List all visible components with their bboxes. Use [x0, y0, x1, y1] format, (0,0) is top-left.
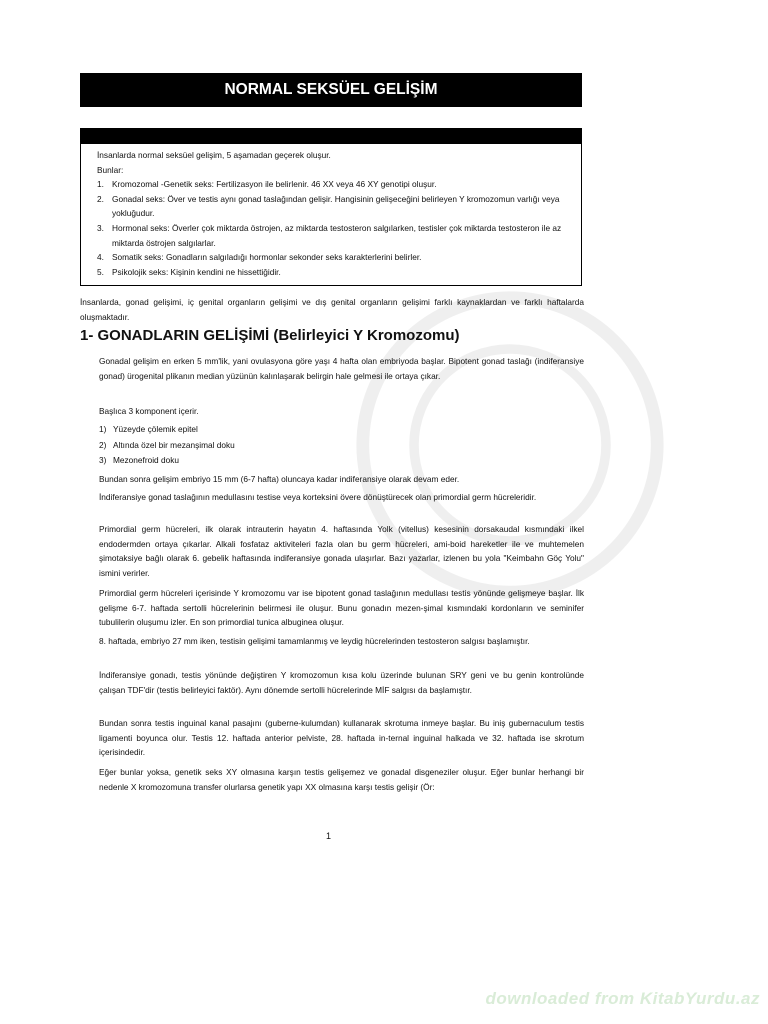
list-item-text: Psikolojik seks: Kişinin kendini ne hissettiğidir. — [112, 266, 281, 277]
list-item — [97, 221, 567, 250]
list-item-text: Mezonefroid doku — [113, 455, 179, 465]
list-item-number: 1. — [97, 179, 104, 190]
list-item-number: 3. — [97, 222, 104, 233]
list-item-number: 1) — [99, 424, 107, 434]
list-item — [97, 265, 567, 280]
components-list — [99, 422, 584, 469]
download-watermark: downloaded from KitabYurdu.az — [485, 989, 760, 1008]
summary-box-header — [81, 129, 581, 144]
paragraph-3: Bundan sonra gelişim embriyo 15 mm (6-7 hafta) oluncaya kadar indiferansiye olarak devam eder. — [99, 474, 460, 484]
list-item-number: 2) — [99, 439, 107, 450]
page-number: 1 — [326, 831, 332, 841]
summary-bunlar: Bunlar: — [97, 164, 124, 175]
list-item-number: 5. — [97, 266, 104, 277]
list-item — [97, 177, 567, 192]
stages-list — [97, 177, 567, 279]
summary-box-body — [81, 144, 581, 279]
list-item-text: Gonadal seks: Över ve testis aynı gonad taslağından gelişir. Hangisinin gelişeceğini belirleyen Y kromozomun varlığı veya yokluğudur. — [112, 193, 560, 219]
paragraph-5: Primordial germ hücreleri, ilk olarak intrauterin hayatın 4. haftasında Yolk (vitellus) kesesinin dorsakaudal kısmındaki ilkel endodermden ortaya çıkarlar. Alkali fosfataz aktiviteleri fazla olan bu germ hücreleri, ami-boid hareketler ile ve muhtemelen şimotaksiye bağlı olarak 6. gebelik haftasında indiferansiye gonada ulaşırlar. Bazı yazarlar, izlenen bu yola "Keimbahn Göç Yolu" ismini verirler. — [99, 524, 584, 578]
list-item — [99, 422, 584, 438]
paragraph-10: Eğer bunlar yoksa, genetik seks XY olmasına karşın testis gelişemez ve gonadal disgeneziler oluşur. Eğer bunlar herhangi bir nedenle X kromozomuna transfer olurlarsa genetik yapı XX olmasına karşı testis gelişir (Ör: — [99, 767, 584, 792]
summary-intro: İnsanlarda normal seksüel gelişim, 5 aşamadan geçerek oluşur. — [97, 150, 331, 160]
paragraph-6: Primordial germ hücreleri içerisinde Y kromozomu var ise bipotent gonad taslağının medullası testis yönünde gelişmeye başlar. İlk gelişme 6-7. haftada sertolli hücrelerinin belirmesi ile oluşur. Bunu gonadın mezen-şimal kısmındaki kordonların ve seminifer tubulilerin oluşumu izler. En son primordial tunica albuginea oluşur. — [99, 588, 584, 628]
intro-paragraph: İnsanlarda, gonad gelişimi, iç genital organların gelişimi ve dış genital organların gelişimi farklı kaynaklardan ve farklı haftalarda oluşmaktadır. — [80, 297, 584, 322]
list-item-text: Yüzeyde çölemik epitel — [113, 424, 198, 434]
paragraph-8: İndiferansiye gonadı, testis yönünde değiştiren Y kromozomun kısa kolu üzerinde bulunan SRY geni ve bu genin kontrolünde çalışan TDF'dir (testis belirleyici faktör). Aynı dönemde sertolli hücrelerinde MİF salgısı da başlamıştır. — [99, 670, 584, 695]
paragraph-2: Başlıca 3 komponent içerir. — [99, 406, 199, 416]
list-item — [99, 438, 584, 454]
list-item — [97, 250, 567, 265]
paragraph-9: Bundan sonra testis inguinal kanal pasajını (guberne-kulumdan) kullanarak skrotuma inmeye başlar. Bu iniş gubernaculum testis ligamenti boyunca olur. Testis 12. haftada anterior pelviste, 28. haftada in-ternal inguinal halkada ve 32. haftada ise skrotum içerisindedir. — [99, 718, 584, 758]
list-item-text: Kromozomal -Genetik seks: Fertilizasyon ile belirlenir. 46 XX veya 46 XY genotipi oluşur. — [112, 179, 437, 190]
list-item-number: 2. — [97, 193, 104, 204]
list-item-text: Somatik seks: Gonadların salgıladığı hormonlar sekonder seks karakterlerini belirler. — [112, 252, 422, 263]
section-heading: 1- GONADLARIN GELİŞİMİ (Belirleyici Y Kromozomu) — [80, 327, 460, 344]
paragraph-7: 8. haftada, embriyo 27 mm iken, testisin gelişimi tamamlanmış ve leydig hücrelerinden testosteron salgısı başlamıştır. — [99, 636, 530, 646]
summary-box — [80, 128, 582, 286]
list-item-number: 3) — [99, 455, 107, 465]
page-title: NORMAL SEKSÜEL GELİŞİM — [80, 73, 582, 107]
list-item — [97, 192, 567, 221]
list-item-text: Altında özel bir mezanşimal doku — [113, 439, 235, 450]
list-item — [99, 453, 584, 469]
paragraph-1: Gonadal gelişim en erken 5 mm'lik, yani ovulasyona göre yaşı 4 hafta olan embriyoda başlar. Bipotent gonad taslağı (indiferansiye gonad) ürogenital plikanın median yüzünün kalınlaşarak belirgin hale gelmesi ile ortaya çıkar. — [99, 356, 584, 381]
list-item-number: 4. — [97, 252, 104, 263]
list-item-text: Hormonal seks: Överler çok miktarda östrojen, az miktarda testosteron salgılarken, testisler çok miktarda testosteron ile az miktarda östrojen salgılarlar. — [112, 222, 562, 248]
paragraph-4: İndiferansiye gonad taslağının medullasını testise veya korteksini övere dönüştürecek olan primordial germ hücreleridir. — [99, 492, 537, 502]
